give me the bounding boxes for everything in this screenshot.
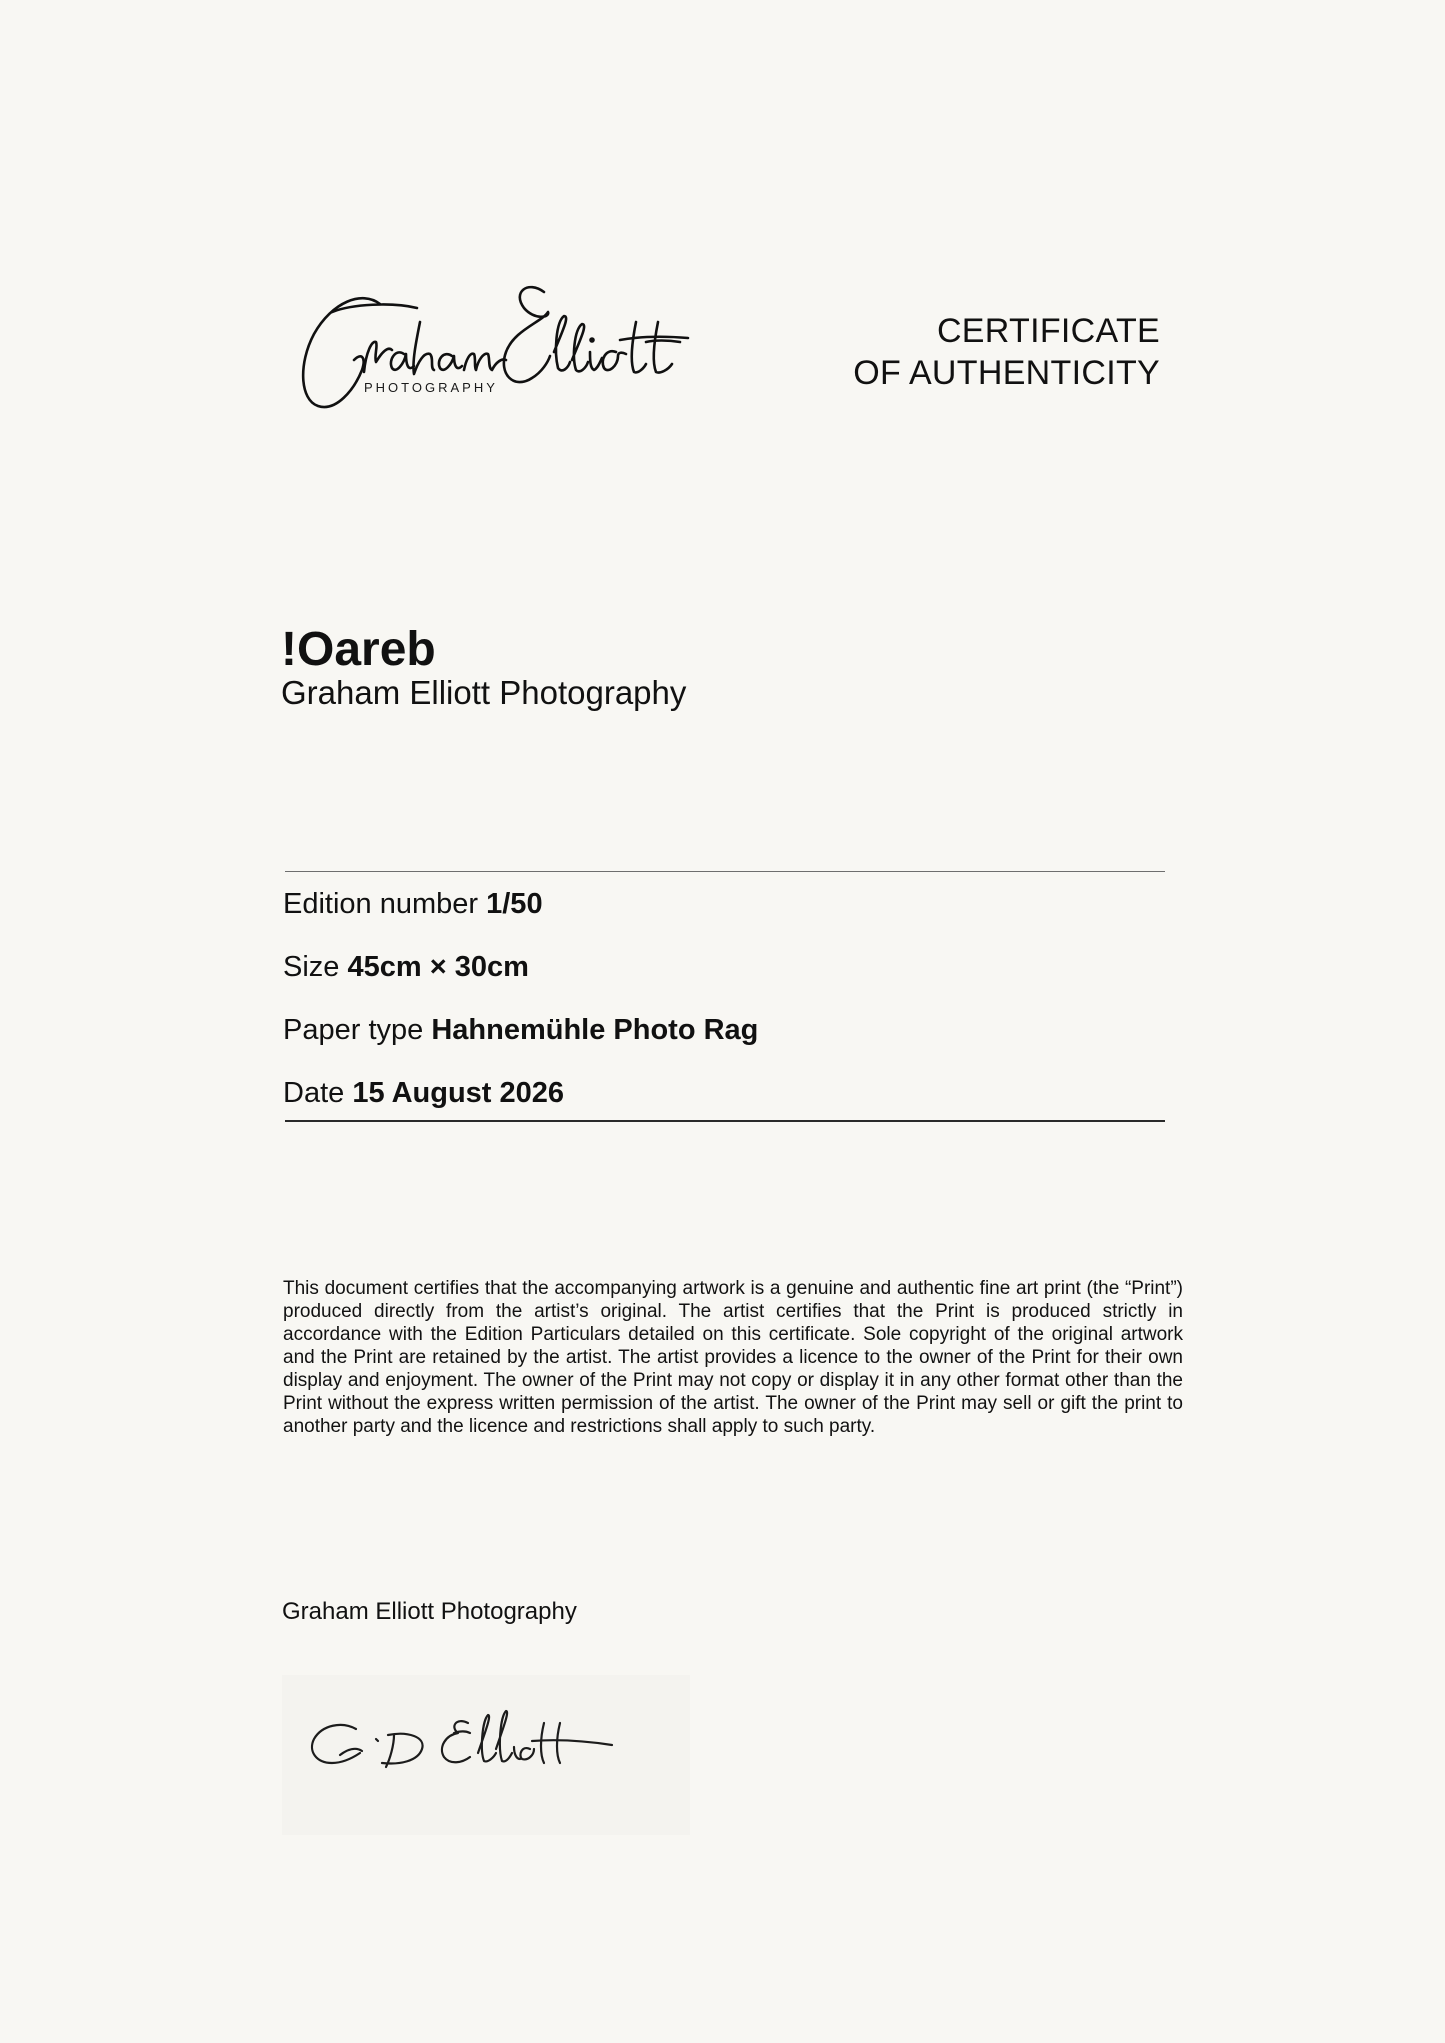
certification-statement: This document certifies that the accompanying artwork is a genuine and authentic fine art print (the “Print”) produced directly from the artist’s original. The artist certifies that the Print is produced strictly in accordance with the Edition Particulars detailed on this certificate. Sole copyright of the original artwork and the Print are retained by the artist. The artist provides a licence to the owner of the Print for their own display and enjoyment. The owner of the Print may not copy or display it in any other format other than the Print without the express written permission of the artist. The owner of the Print may sell or gift the print to another party and the licence and restrictions shall apply to such party. bbox=[283, 1278, 1183, 1437]
particular-value: Hahnemühle Photo Rag bbox=[431, 1014, 759, 1046]
particular-date bbox=[283, 1069, 1163, 1132]
certificate-title bbox=[853, 310, 1160, 394]
particular-edition-number bbox=[283, 880, 1163, 943]
artwork-title: !Oareb bbox=[281, 623, 436, 676]
particular-value: 1/50 bbox=[486, 888, 543, 920]
logo-subtext: PHOTOGRAPHY bbox=[364, 380, 498, 395]
signature-image bbox=[282, 1675, 690, 1835]
artwork-artist: Graham Elliott Photography bbox=[281, 674, 687, 711]
divider-top bbox=[285, 871, 1165, 872]
certificate-title-line2: OF AUTHENTICITY bbox=[853, 354, 1160, 392]
particular-label: Paper type bbox=[283, 1014, 424, 1046]
particular-label: Edition number bbox=[283, 888, 479, 920]
signatory-name: Graham Elliott Photography bbox=[282, 1598, 577, 1625]
particular-label: Size bbox=[283, 951, 340, 983]
script-logo-graphic bbox=[292, 282, 692, 422]
particular-value: 15 August 2026 bbox=[352, 1077, 565, 1109]
particular-paper-type bbox=[283, 1006, 1163, 1069]
particular-label: Date bbox=[283, 1077, 345, 1109]
particular-size bbox=[283, 943, 1163, 1006]
certificate-title-line1: CERTIFICATE bbox=[936, 312, 1160, 350]
handwritten-signature-graphic bbox=[282, 1675, 690, 1835]
edition-particulars bbox=[283, 880, 1163, 1132]
brand-logo bbox=[292, 282, 692, 422]
particular-value: 45cm × 30cm bbox=[347, 951, 529, 983]
divider-bottom bbox=[285, 1120, 1165, 1122]
